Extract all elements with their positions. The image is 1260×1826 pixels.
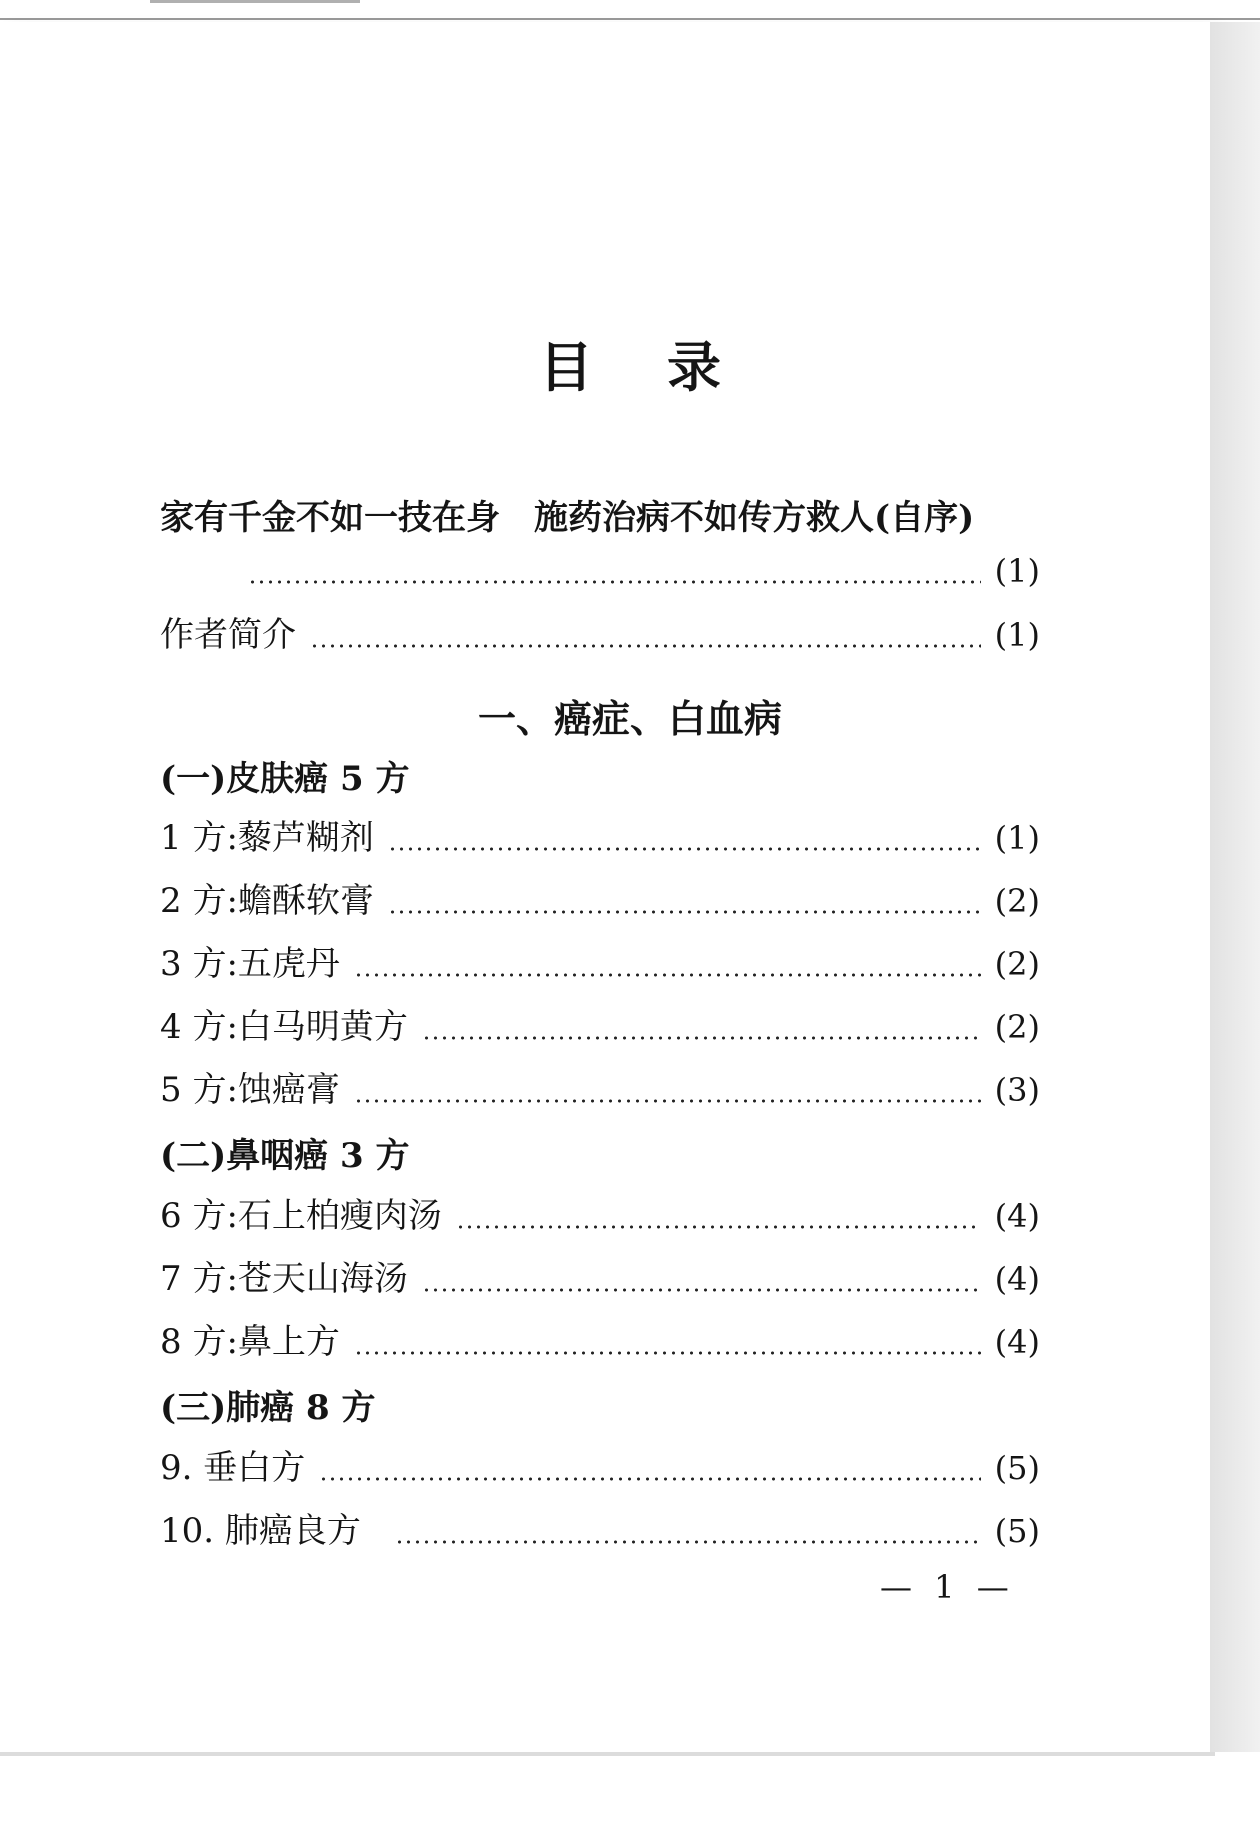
dot-leader [354, 1099, 981, 1103]
dot-leader [319, 1477, 980, 1481]
entry-label: 7 方:苍天山海汤 [160, 1259, 408, 1299]
toc-entry[interactable] [160, 1319, 1040, 1365]
chapter-title: 一、癌症、白血病 [477, 696, 782, 741]
entry-label: 1 方:藜芦糊剂 [160, 818, 374, 858]
page-number: (4) [994, 1197, 1040, 1235]
page-number: (5) [994, 1449, 1040, 1487]
top-divider [0, 18, 1260, 20]
page-number: (1) [994, 616, 1040, 654]
entry-label: 8 方:鼻上方 [160, 1322, 340, 1362]
toc-entry[interactable] [160, 1193, 1040, 1239]
entry-label: 10. 肺癌良方 [160, 1511, 361, 1551]
dot-leader [388, 847, 981, 851]
page-number: (4) [994, 1260, 1040, 1298]
section-heading: (三)肺癌 8 方 [160, 1388, 376, 1428]
toc-entry[interactable] [160, 1067, 1040, 1113]
dot-leader [354, 973, 981, 977]
dot-leader [248, 580, 981, 584]
top-scroll-indicator [150, 0, 360, 3]
entry-label: 4 方:白马明黄方 [160, 1007, 408, 1047]
page-number: (4) [994, 1323, 1040, 1361]
dot-leader [422, 1288, 981, 1292]
toc-entry[interactable] [160, 1004, 1040, 1050]
toc-entry[interactable] [160, 941, 1040, 987]
section-heading: (一)皮肤癌 5 方 [160, 759, 410, 799]
page-number: (5) [994, 1512, 1040, 1550]
entry-label: 3 方:五虎丹 [160, 944, 340, 984]
dot-leader [456, 1225, 981, 1229]
entry-label: 2 方:蟾酥软膏 [160, 881, 374, 921]
toc-entry-preface[interactable] [248, 548, 1040, 594]
page-title: 目录 [539, 335, 795, 399]
dot-leader [395, 1540, 981, 1544]
dot-leader [422, 1036, 981, 1040]
section-heading: (二)鼻咽癌 3 方 [160, 1136, 410, 1176]
toc-entry[interactable] [160, 815, 1040, 861]
toc-entry[interactable] [160, 1445, 1040, 1491]
page-number: (2) [994, 882, 1040, 920]
page-number: (1) [994, 819, 1040, 857]
page-number: (3) [994, 1071, 1040, 1109]
entry-label: 5 方:蚀癌膏 [160, 1070, 340, 1110]
toc-entry-author[interactable] [160, 612, 1040, 658]
toc-entry[interactable] [160, 878, 1040, 924]
bottom-area [0, 1752, 1260, 1826]
dot-leader [310, 644, 981, 648]
entry-label: 9. 垂白方 [160, 1448, 306, 1488]
entry-label: 作者简介 [160, 615, 296, 655]
page-bottom-edge [0, 1752, 1215, 1756]
toc-entry[interactable] [160, 1256, 1040, 1302]
dot-leader [388, 910, 981, 914]
page-edge-shadow [1210, 22, 1260, 1752]
toc-entry[interactable] [160, 1508, 1040, 1554]
page-number: (2) [994, 1008, 1040, 1046]
page-footer-number: — 1 — [880, 1568, 1015, 1606]
page-number: (1) [994, 552, 1040, 590]
dot-leader [354, 1351, 981, 1355]
preface-title: 家有千金不如一技在身 施药治病不如传方救人(自序) [160, 498, 975, 538]
entry-label: 6 方:石上柏瘦肉汤 [160, 1196, 442, 1236]
page-number: (2) [994, 945, 1040, 983]
